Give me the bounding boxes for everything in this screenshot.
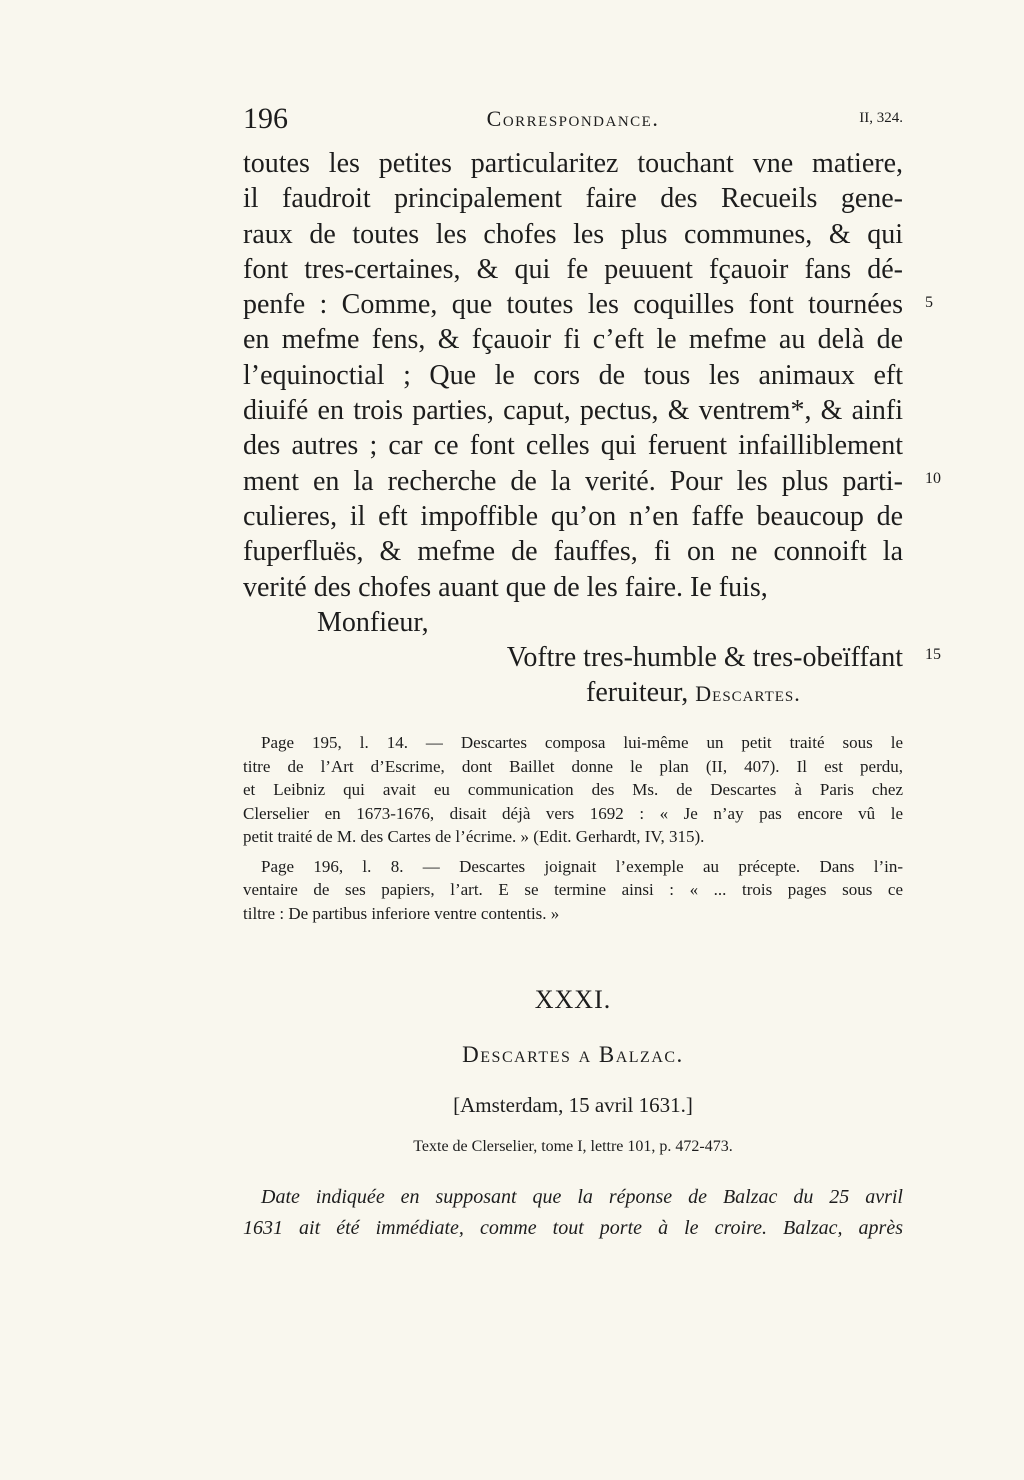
footnote-line: et Leibniz qui avait eu communication des Ms. de Descartes à Paris chez <box>243 780 903 799</box>
signature: Descartes. <box>695 681 801 707</box>
page-number: 196 <box>243 102 288 135</box>
line-number: 10 <box>925 470 941 487</box>
footnote-line: titre de l’Art d’Escrime, dont Baillet donne le plan (II, 407). Il est perdu, <box>243 756 903 776</box>
running-header <box>243 102 903 136</box>
body-line: verité des chofes auant que de les faire. Ie fuis, <box>243 571 768 603</box>
signature-line <box>243 675 903 710</box>
running-title: Correspondance. <box>486 106 660 131</box>
footnote-line: tiltre : De partibus inferiore ventre contentis. » <box>243 903 560 923</box>
salutation: Monfieur, <box>317 606 429 638</box>
letter-intro <box>243 1182 903 1244</box>
body-line: il faudroit principalement faire des Recueils gene- <box>243 183 903 215</box>
footnote <box>243 855 903 926</box>
letter-source: Texte de Clerselier, tome I, lettre 101, p. 472-473. <box>413 1138 733 1155</box>
body-line: diuifé en trois parties, caput, pectus, & ventrem*, & ainfi <box>243 395 903 427</box>
body-line: ment en la recherche de la verité. Pour les plus parti- <box>243 465 903 497</box>
body-line: fuperfluës, & mefme de fauffes, fi on ne connoift la <box>243 536 903 568</box>
intro-line: Date indiquée en supposant que la réponse de Balzac du 25 avril <box>261 1186 903 1208</box>
intro-line: 1631 ait été immédiate, comme tout porte à le croire. Balzac, après <box>243 1217 903 1239</box>
line-number: 15 <box>925 646 941 663</box>
header-reference: II, 324. <box>859 110 903 126</box>
body-line: en mefme fens, & fçauoir fi c’eft le mefme au delà de <box>243 324 903 356</box>
letter-number: XXXI. <box>534 985 612 1014</box>
closing-servant: feruiteur, <box>586 677 696 709</box>
body-line: font tres-certaines, & qui fe peuuent fçauoir fans dé- <box>243 253 903 285</box>
footnote-line: ventaire de ses papiers, l’art. E se termine ainsi : « ... trois pages sous ce <box>243 880 903 899</box>
footnote-line: Page 196, l. 8. — Descartes joignait l’exemple au précepte. Dans l’in- <box>261 856 903 876</box>
body-line: l’equinoctial ; Que le cors de tous les animaux eft <box>243 359 903 391</box>
footnote-line: Clerselier en 1673-1676, disait déjà vers 1692 : « Je n’ay pas encore vû le <box>243 803 903 823</box>
closing-line: Voftre tres-humble & tres-obeïffant <box>506 642 903 674</box>
body-line: penfe : Comme, que toutes les coquilles font tournées <box>243 289 903 321</box>
body-line: toutes les petites particularitez touchant vne matiere, <box>243 148 903 179</box>
footnote-line: petit traité de M. des Cartes de l’écrime. » (Edit. Gerhardt, IV, 315). <box>243 827 705 846</box>
line-number: 5 <box>925 294 933 311</box>
footnote <box>243 731 903 849</box>
body-line: raux de toutes les chofes les plus communes, & qui <box>243 218 903 250</box>
footnotes <box>243 731 903 931</box>
letter-date: [Amsterdam, 15 avril 1631.] <box>453 1093 693 1117</box>
footnote-line: Page 195, l. 14. — Descartes composa lui-même un petit traité sous le <box>261 733 903 752</box>
letter-title: Descartes a Balzac. <box>462 1042 684 1067</box>
body-line: des autres ; car ce font celles qui feruent infailliblement <box>243 430 903 462</box>
body-line: culieres, il eft impoffible qu’on n’en faffe beaucoup de <box>243 500 903 532</box>
letter-body <box>243 146 903 711</box>
